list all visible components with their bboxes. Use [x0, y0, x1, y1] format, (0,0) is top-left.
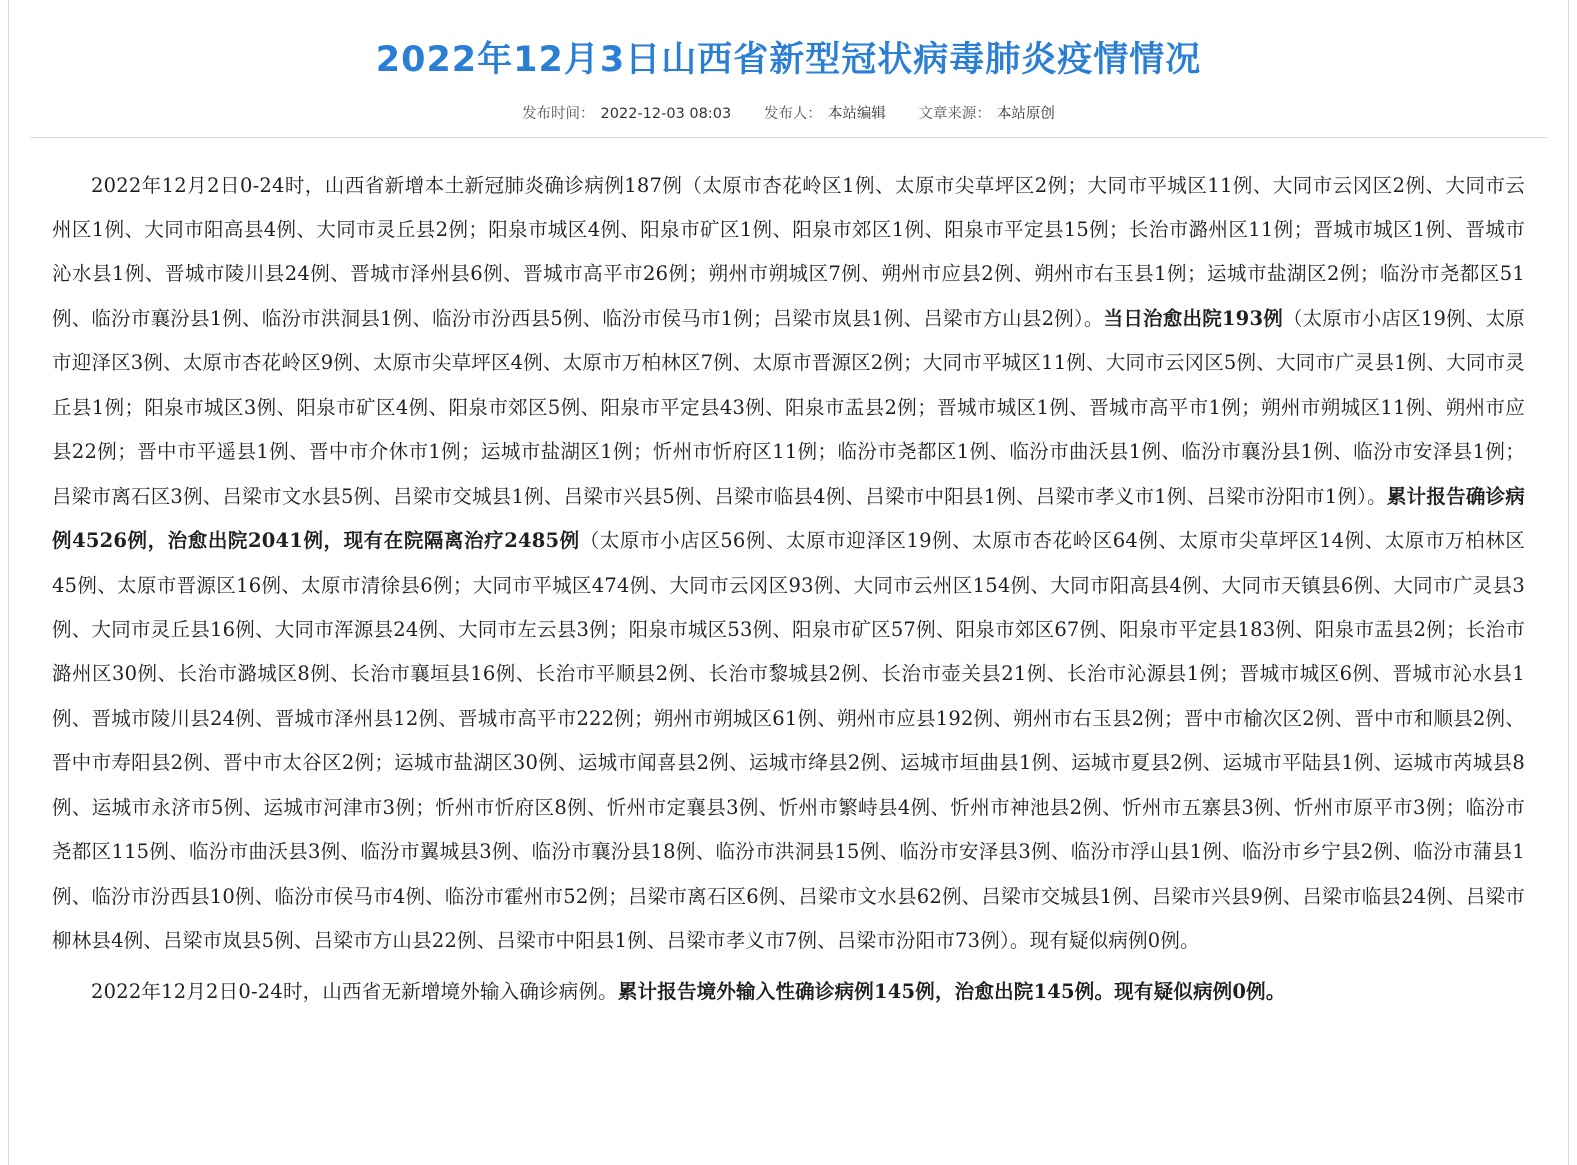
domestic-new-cases-text: 2022年12月2日0-24时，山西省新增本土新冠肺炎确诊病例187例（太原市杏花岭区1例、太原市尖草坪区2例；大同市平城区11例、大同市云冈区2例、大同市云州区1例、大同市阳高县4例、大同市灵丘县2例；阳泉市城区4例、阳泉市矿区1例、阳泉市郊区1例、阳泉市平定县15例；长治市潞州区11例；晋城市城区1例、晋城市沁水县1例、晋城市陵川县24例、晋城市泽州县6例、晋城市高平市26例；朔州市朔城区7例、朔州市应县2例、朔州市右玉县1例；运城市盐湖区2例；临汾市尧都区51例、临汾市襄汾县1例、临汾市洪洞县1例、临汾市汾西县5例、临汾市侯马市1例；吕梁市岚县1例、吕梁市方山县2例）。 [52, 173, 1525, 330]
source-group [918, 102, 1055, 123]
paragraph-imported-cases [52, 970, 1525, 1014]
imported-cases-summary: 累计报告境外输入性确诊病例145例，治愈出院145例。现有疑似病例0例。 [617, 979, 1286, 1003]
publish-time-label: 发布时间： [522, 105, 595, 122]
source-label: 文章来源： [918, 105, 991, 122]
publish-time-group [522, 102, 731, 123]
imported-cases-text: 2022年12月2日0-24时，山西省无新增境外输入确诊病例。 [91, 979, 618, 1003]
recovered-discharged-detail: （太原市小店区19例、太原市迎泽区3例、太原市杏花岭区9例、太原市尖草坪区4例、太原市万柏林区7例、太原市晋源区2例；大同市平城区11例、大同市云冈区5例、大同市广灵县1例、大同市灵丘县1例；阳泉市城区3例、阳泉市矿区4例、阳泉市郊区5例、阳泉市平定县43例、阳泉市盂县2例；晋城市城区1例、晋城市高平市1例；朔州市朔城区11例、朔州市应县22例；晋中市平遥县1例、晋中市介休市1例；运城市盐湖区1例；忻州市忻府区11例；临汾市尧都区1例、临汾市曲沃县1例、临汾市襄汾县1例、临汾市安泽县1例；吕梁市离石区3例、吕梁市文水县5例、吕梁市交城县1例、吕梁市兴县5例、吕梁市临县4例、吕梁市中阳县1例、吕梁市孝义市1例、吕梁市汾阳市1例）。 [52, 306, 1525, 508]
cumulative-summary-heading: 累计报告确诊病例4526例，治愈出院2041例，现有在院隔离治疗2485例 [52, 484, 1526, 553]
source-value: 本站原创 [996, 105, 1055, 122]
article-meta-bar [30, 102, 1547, 138]
publisher-value: 本站编辑 [827, 105, 886, 122]
recovered-discharged-heading: 当日治愈出院193例 [1103, 306, 1283, 330]
publish-time-value: 2022-12-03 08:03 [600, 105, 732, 122]
page-title: 2022年12月3日山西省新型冠状病毒肺炎疫情情况 [375, 40, 1202, 80]
paragraph-domestic-cases [52, 164, 1525, 964]
article-body [0, 138, 1577, 1051]
cumulative-summary-detail: （太原市小店区56例、太原市迎泽区19例、太原市杏花岭区64例、太原市尖草坪区14例、太原市万柏林区45例、太原市晋源区16例、太原市清徐县6例；大同市平城区474例、大同市云冈区93例、大同市云州区154例、大同市阳高县4例、大同市天镇县6例、大同市广灵县3例、大同市灵丘县16例、大同市浑源县24例、大同市左云县3例；阳泉市城区53例、阳泉市矿区57例、阳泉市郊区67例、阳泉市平定县183例、阳泉市盂县2例；长治市潞州区30例、长治市潞城区8例、长治市襄垣县16例、长治市平顺县2例、长治市黎城县2例、长治市壶关县21例、长治市沁源县1例；晋城市城区6例、晋城市沁水县1例、晋城市陵川县24例、晋城市泽州县12例、晋城市高平市222例；朔州市朔城区61例、朔州市应县192例、朔州市右玉县2例；晋中市榆次区2例、晋中市和顺县2例、晋中市寿阳县2例、晋中市太谷区2例；运城市盐湖区30例、运城市闻喜县2例、运城市绛县2例、运城市垣曲县1例、运城市夏县2例、运城市平陆县1例、运城市芮城县8例、运城市永济市5例、运城市河津市3例；忻州市忻府区8例、忻州市定襄县3例、忻州市繁峙县4例、忻州市神池县2例、忻州市五寨县3例、忻州市原平市3例；临汾市尧都区115例、临汾市曲沃县3例、临汾市翼城县3例、临汾市襄汾县18例、临汾市洪洞县15例、临汾市安泽县3例、临汾市浮山县1例、临汾市乡宁县2例、临汾市蒲县1例、临汾市汾西县10例、临汾市侯马市4例、临汾市霍州市52例；吕梁市离石区6例、吕梁市文水县62例、吕梁市交城县1例、吕梁市兴县9例、吕梁市临县24例、吕梁市柳林县4例、吕梁市岚县5例、吕梁市方山县22例、吕梁市中阳县1例、吕梁市孝义市7例、吕梁市汾阳市73例）。现有疑似病例0例。 [52, 529, 1525, 953]
publisher-group [764, 102, 886, 123]
publisher-label: 发布人： [763, 105, 822, 122]
